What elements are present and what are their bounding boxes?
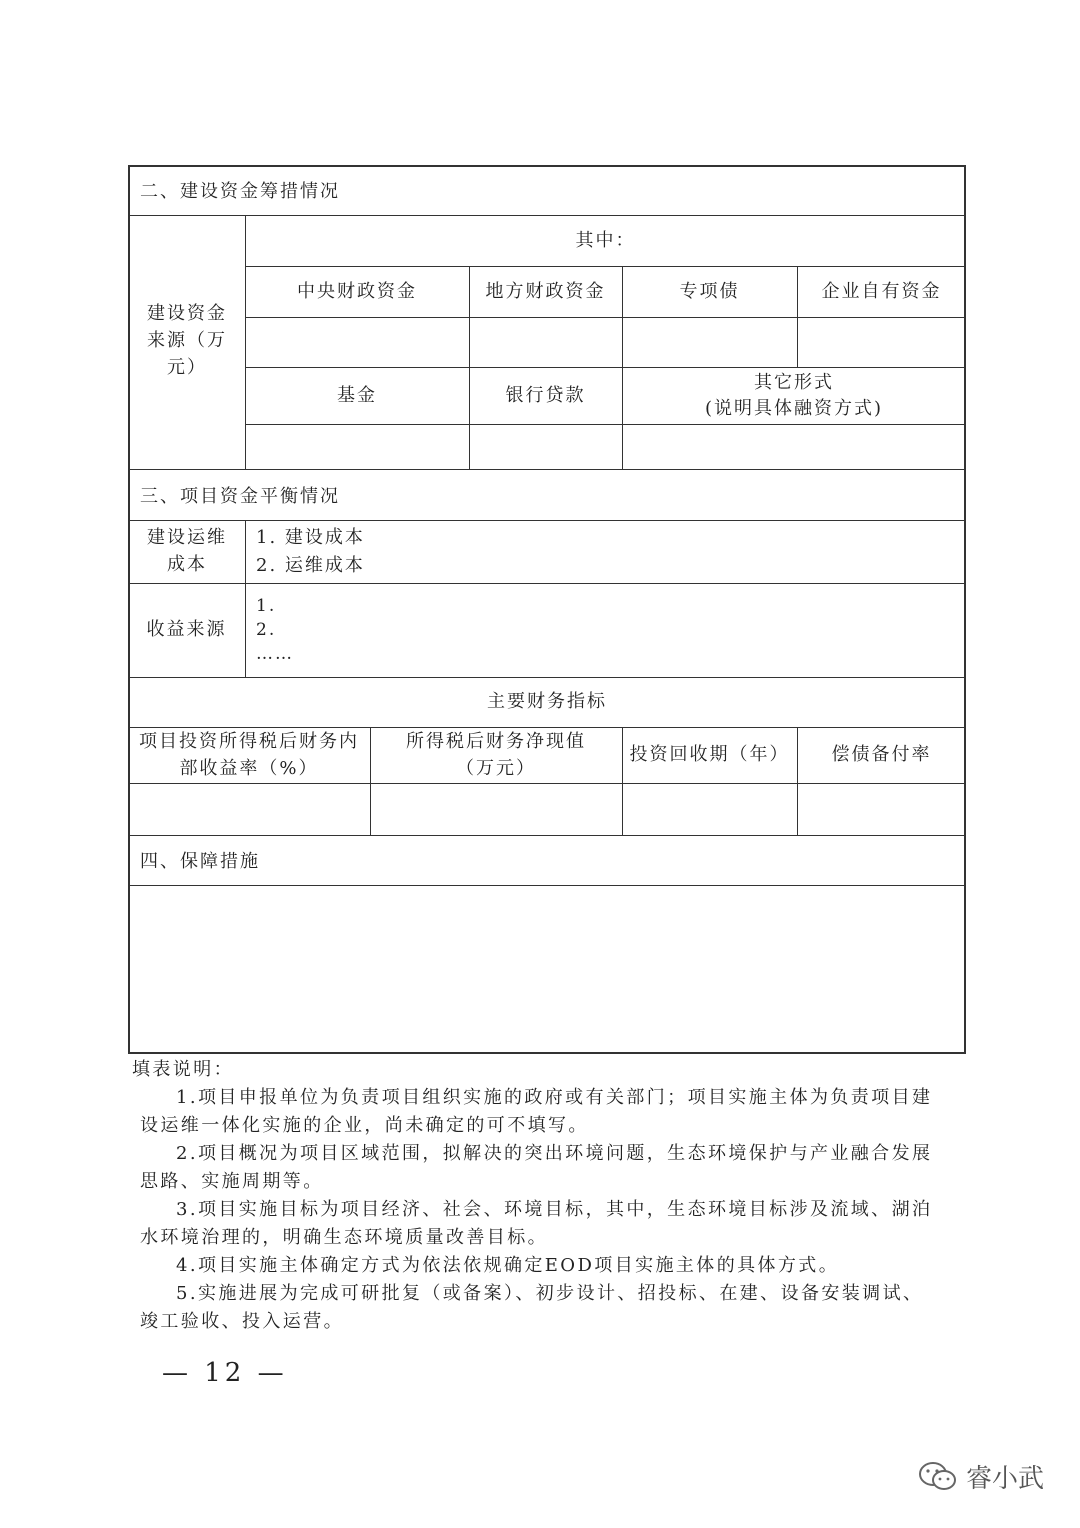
section-safeguard-title: 四、保障措施 — [140, 851, 260, 872]
revenue-item: …… — [256, 644, 294, 664]
cost-items — [256, 524, 365, 580]
col-fund: 基金 — [337, 384, 377, 406]
revenue-item: 2. — [256, 620, 277, 640]
note-5: 5.实施进展为完成可研批复（或备案）、初步设计、招投标、在建、设备安装调试、竣工验收、投入运营。 — [140, 1283, 924, 1332]
section-funding-title: 二、建设资金筹措情况 — [140, 181, 340, 202]
cost-item-operation: 2. 运维成本 — [256, 555, 365, 576]
note-1: 1.项目申报单位为负责项目组织实施的政府或有关部门；项目实施主体为负责项目建设运维一体化实施的企业，尚未确定的可不填写。 — [140, 1087, 933, 1136]
rule — [128, 885, 966, 886]
rule — [245, 317, 966, 318]
col-dscr: 偿债备付率 — [831, 744, 932, 765]
funding-source-label: 建设资金来源（万元） — [147, 302, 227, 378]
watermark-text: 睿小武 — [966, 1464, 1045, 1494]
note-2: 2.项目概况为项目区域范围，拟解决的突出环境问题，生态环境保护与产业融合发展思路、实施周期等。 — [140, 1143, 933, 1192]
col-payback: 投资回收期（年） — [629, 744, 790, 765]
notes-title: 填表说明： — [132, 1059, 234, 1080]
rule — [245, 520, 246, 677]
revenue-label: 收益来源 — [146, 619, 227, 640]
revenue-items — [256, 594, 294, 666]
rule — [128, 583, 966, 584]
among-label: 其中： — [575, 229, 636, 251]
col-local-fiscal: 地方财政资金 — [485, 280, 606, 302]
col-bank-loan: 银行贷款 — [505, 384, 586, 406]
page-number: — 12 — — [162, 1358, 288, 1388]
col-npv: 所得税后财务净现值（万元） — [406, 731, 586, 779]
rule — [128, 520, 966, 521]
rule — [370, 727, 371, 835]
cost-label: 建设运维成本 — [147, 527, 227, 575]
other-form-label: 其它形式 — [754, 371, 834, 393]
fill-instructions — [132, 1056, 940, 1336]
note-4: 4.项目实施主体确定方式为依法依规确定EOD项目实施主体的具体方式。 — [176, 1255, 840, 1276]
section-balance-title: 三、项目资金平衡情况 — [140, 485, 340, 507]
note-3: 3.项目实施目标为项目经济、社会、环境目标，其中，生态环境目标涉及流域、湖泊水环境治理的，明确生态环境质量改善目标。 — [140, 1199, 933, 1248]
col-special-bond: 专项债 — [679, 280, 740, 302]
col-enterprise-own: 企业自有资金 — [821, 280, 942, 302]
finance-header: 主要财务指标 — [487, 691, 607, 712]
other-form-note: (说明具体融资方式) — [704, 397, 884, 419]
col-other-form — [622, 367, 966, 424]
col-irr: 项目投资所得税后财务内部收益率（%） — [139, 731, 359, 779]
rule — [245, 424, 966, 425]
col-central-fiscal: 中央财政资金 — [297, 280, 417, 302]
rule — [128, 783, 966, 784]
revenue-item: 1. — [256, 596, 277, 616]
watermark — [918, 1458, 1044, 1495]
wechat-icon — [918, 1460, 958, 1494]
cost-item-build: 1. 建设成本 — [256, 527, 365, 548]
